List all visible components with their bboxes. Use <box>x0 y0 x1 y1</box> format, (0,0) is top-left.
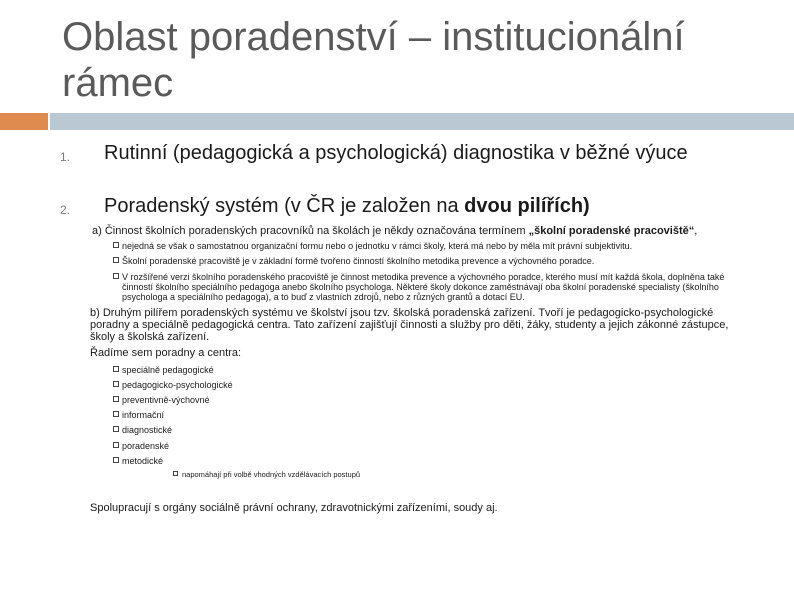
item-text-2-b: dvou pilířích) <box>464 195 590 217</box>
section-b-lead: Řadíme sem poradny a centra: <box>90 347 242 359</box>
square-bullet-icon <box>113 442 119 448</box>
section-a-text: a) Činnost školních poradenských pracovníků na školách je někdy označována termínem <box>92 225 529 237</box>
square-bullet-icon <box>113 242 119 248</box>
section-b-text: b) Druhým pilířem poradenských systému ve školství jsou tzv. školská poradenská zařízení. Tvoří je pedagogicko-psychologické poradny a speciálně pedagogická centra. Tato zařízení zajišťují činnosti a služby pro děti, žáky, studenty a jejich zákonné zástupce, školy a školská zařízení. <box>90 307 729 343</box>
section-a-suffix: , <box>694 225 698 237</box>
square-bullet-icon <box>113 411 119 417</box>
section-b-bullet-1 <box>122 365 762 375</box>
section-b-sub-bullet-text: napomáhají při volbě vhodných vzdělávacích postupů <box>182 470 361 479</box>
section-a-bullet-2-text: Školní poradenské pracoviště je v základní formě tvořeno činností školního metodika prevence a výchovného poradce. <box>122 256 595 266</box>
divider-bar <box>50 113 794 130</box>
item-text-1: Rutinní (pedagogická a psychologická) diagnostika v běžné výuce <box>104 142 688 164</box>
section-b-bullet-3-text: preventivně-výchovné <box>122 395 210 405</box>
square-bullet-icon <box>173 471 178 476</box>
section-b-bullet-4-text: informační <box>122 410 165 420</box>
section-b-sub-bullet <box>182 470 360 479</box>
divider-accent <box>0 113 48 130</box>
item-text-2-a: Poradenský systém (v ČR je založen na <box>104 195 465 217</box>
section-b-bullet-3 <box>122 395 762 405</box>
item-number-2: 2. <box>60 203 71 217</box>
square-bullet-icon <box>113 457 119 463</box>
square-bullet-icon <box>113 396 119 402</box>
section-b-bullet-1-text: speciálně pedagogické <box>122 365 214 375</box>
item-number-1: 1. <box>60 150 71 164</box>
square-bullet-icon <box>113 426 119 432</box>
section-b-bullet-7 <box>122 456 762 466</box>
section-a-bullet-1 <box>122 241 762 251</box>
section-a-heading <box>92 225 762 237</box>
item-text-2 <box>104 197 764 216</box>
square-bullet-icon <box>113 366 119 372</box>
section-a-bullet-2 <box>122 256 762 266</box>
section-a-bullet-3 <box>122 272 747 302</box>
section-b-bullet-4 <box>122 410 762 420</box>
section-b-bullet-6-text: poradenské <box>122 441 170 451</box>
section-b-bullet-2 <box>122 380 762 390</box>
section-b-bullet-7-text: metodické <box>122 456 164 466</box>
section-a-bullet-1-text: nejedná se však o samostatnou organizační formu nebo o jednotku v rámci školy, která má nebo by měla mít právní subjektivitu. <box>122 241 633 251</box>
section-b-bullet-6 <box>122 441 762 451</box>
section-a-term: „školní poradenské pracoviště“ <box>528 225 695 237</box>
section-b-bullet-5 <box>122 425 762 435</box>
footer-note: Spolupracují s orgány sociálně právní ochrany, zdravotnickými zařízeními, soudy aj. <box>90 502 498 514</box>
section-b-bullet-2-text: pedagogicko-psychologické <box>122 380 233 390</box>
square-bullet-icon <box>113 257 119 263</box>
section-a-bullet-3-text: V rozšířené verzi školního poradenského pracoviště je činnost metodika prevence a výchovného poradce, kterého musí mít každá škola, doplněna také činností školního speciálního pedagoga anebo školního psychologa. Některé školy dokonce zaměstnávají oba školní poradenské specialisty (školního psychologa a speciálního pedagoga), a to buď z vlastních zdrojů, nebo z různých grantů a dotací EU. <box>122 272 725 302</box>
square-bullet-icon <box>113 273 119 279</box>
square-bullet-icon <box>113 381 119 387</box>
title-divider <box>0 113 794 130</box>
slide-title: Oblast poradenství – institucionální rámec <box>62 15 685 105</box>
section-b-bullet-5-text: diagnostické <box>122 425 173 435</box>
